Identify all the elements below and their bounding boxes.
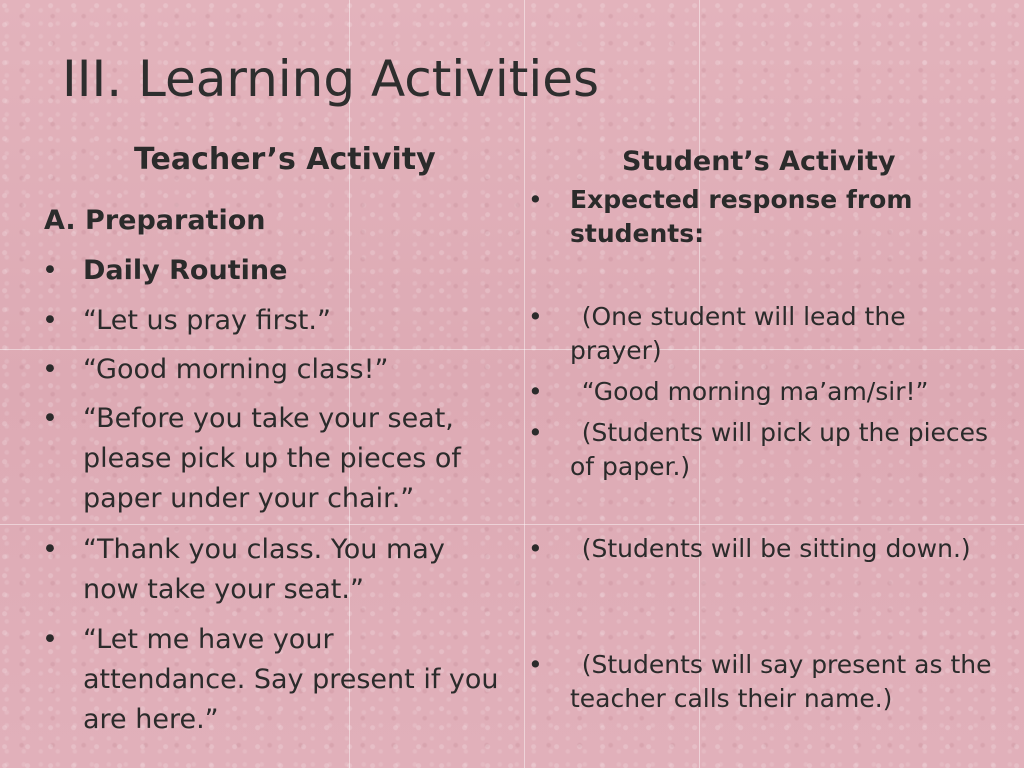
slide-title: III. Learning Activities [62,50,600,108]
teacher-item-text: “Before you take your seat, please pick up the pieces of paper under your chair.” [83,403,461,514]
bullet-icon: • [42,354,58,385]
bullet-icon: • [528,418,543,447]
teacher-item-good-morning [42,350,502,390]
student-item-text: (Students will say present as the teacher calls their name.) [570,650,992,713]
student-item-text: (Students will pick up the pieces of paper.) [570,418,989,481]
teacher-item-text: “Thank you class. You may now take your seat.” [83,534,445,605]
teacher-activity-heading: Teacher’s Activity [134,142,436,177]
bullet-icon: • [42,624,58,655]
bullet-icon: • [42,534,58,565]
student-item-text: (One student will lead the prayer) [570,302,906,365]
student-item-say-present [528,648,998,716]
preparation-heading: A. Preparation [44,205,266,236]
teacher-item-take-seat [42,530,502,610]
student-item-text: Expected response from students: [570,185,913,248]
student-item-text: (Students will be sitting down.) [581,534,971,563]
bullet-icon: • [528,534,543,563]
teacher-item-text: “Let us pray first.” [83,305,331,336]
teacher-item-attendance [42,620,502,740]
bullet-icon: • [528,302,543,331]
teacher-item-pray [42,301,502,341]
bullet-icon: • [528,185,543,214]
student-activity-heading: Student’s Activity [622,146,896,177]
bullet-icon: • [42,305,58,336]
teacher-item-text: “Let me have your attendance. Say present if you are here.” [83,624,499,735]
bullet-icon: • [42,255,58,286]
student-item-expected-response [528,183,998,251]
background-gridline [524,0,525,768]
student-item-text: “Good morning ma’am/sir!” [581,377,929,406]
student-item-prayer [528,300,998,368]
teacher-item-pick-up-paper [42,399,502,519]
bullet-icon: • [528,377,543,406]
bullet-icon: • [528,650,543,679]
student-item-sitting-down [528,532,998,566]
teacher-item-text: Daily Routine [83,255,288,286]
student-item-good-morning [528,375,998,409]
teacher-item-text: “Good morning class!” [83,354,389,385]
student-item-pick-up-paper [528,416,998,484]
teacher-item-daily-routine [42,251,502,291]
background-gridline [0,524,1024,525]
bullet-icon: • [42,403,58,434]
